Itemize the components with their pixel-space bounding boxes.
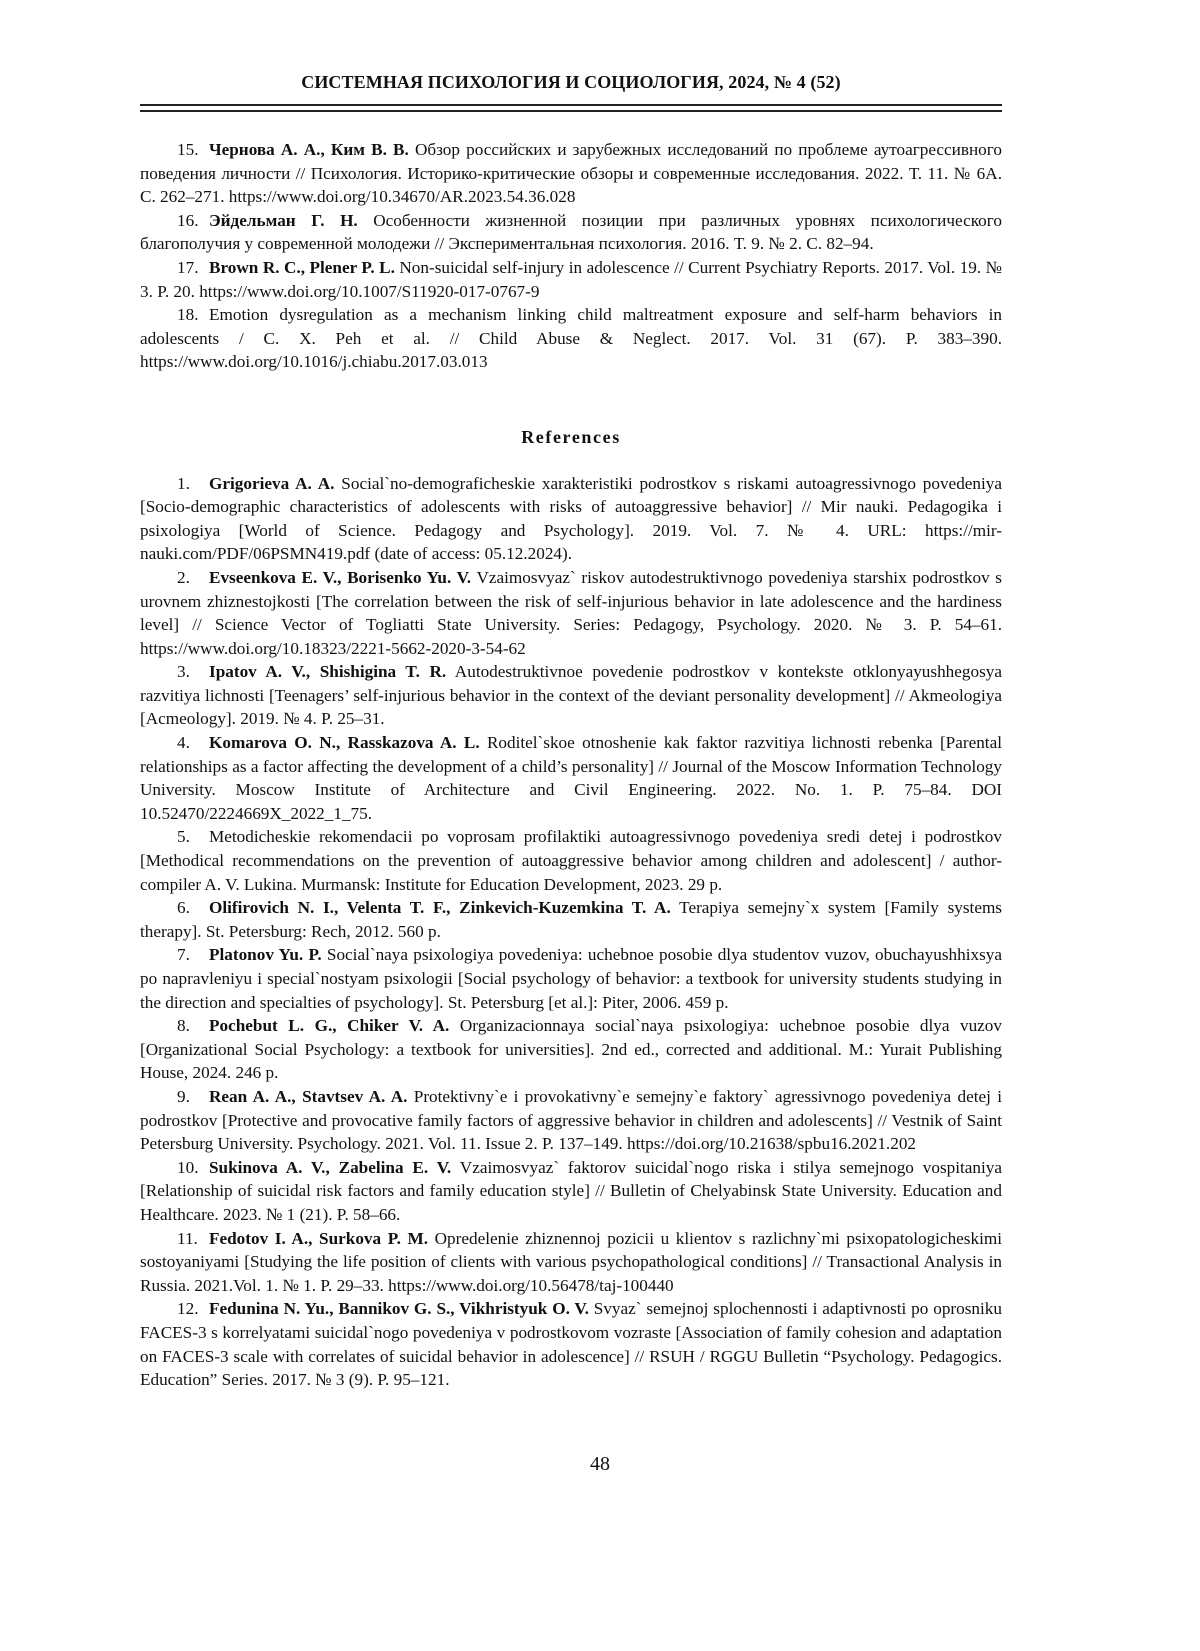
reference-text: Vzaimosvyaz` riskov autodestruktivnogo povedeniya starshix podrostkov s urovnem zhiznestojkosti [The correlation between the risk of self-injurious behavior in late ado­lescence and the hardiness level] // Science Vector of Togliatti State University. Series: Pedagogy, Psychology. 2020. № 3. P. 54–61. https://www.doi.org/10.18323/2221-5662-2020-3-54-62 xyxy=(140,568,1002,658)
russian-reference-list xyxy=(140,138,1002,374)
reference-authors: Rean A. A., Stavtsev A. A. xyxy=(209,1087,407,1106)
reference-number: 3. xyxy=(177,660,209,684)
page-number: 48 xyxy=(0,1453,1200,1476)
reference-number: 1. xyxy=(177,472,209,496)
reference-entry xyxy=(140,1227,1002,1298)
reference-entry xyxy=(140,256,1002,303)
reference-number: 17. xyxy=(177,256,209,280)
page-content xyxy=(140,138,1002,1392)
reference-text: Vzaimosvyaz` faktorov suicidal`nogo riska i stilya semejnogo vospita­niya [Relationship of suicidal risk factors and family education style] // Bulletin of Chelyabinsk State University. Education and Healthcare. 2023. № 1 (21). P. 58–66. xyxy=(140,1158,1002,1224)
reference-authors: Komarova O. N., Rasskazova A. L. xyxy=(209,733,480,752)
reference-number: 16. xyxy=(177,209,209,233)
reference-number: 18. xyxy=(177,303,209,327)
reference-number: 12. xyxy=(177,1297,209,1321)
reference-authors: Platonov Yu. P. xyxy=(209,945,322,964)
reference-text: Особенности жизненной позиции при различных уровнях психологического благополучия у современной молодежи // Экспериментальная психология. 2016. Т. 9. № 2. С. 82–94. xyxy=(140,211,1002,254)
reference-text: Social`naya psixologiya povedeniya: uchebnoe posobie dlya studentov vuzov, obuchayushhixsya po napravleniyu i special`nostyam psixologii [Social psychology of behavior: a textbook for university students studying in the direction and specialties of psychology]. St. Petersburg [et al.]: Piter, 2006. 459 p. xyxy=(140,945,1002,1011)
reference-text: Social`no-demograficheskie xarakteristiki podrostkov s riskami autoagressivno­go povedeniya [Socio-demographic characteristics of adolescents with risks of autoaggressive behavior] // Mir nauki. Pedagogika i psixologiya [World of Science. Pedagogy and Psychology]. 2019. Vol. 7. № 4. URL: https://mir-nauki.com/PDF/06PSMN419.pdf (date of access: 05.12.2024). xyxy=(140,474,1002,564)
reference-text: Обзор российских и зарубежных исследований по проблеме ауто­агрессивного поведения личности // Психология. Историко-критические обзоры и современные иссле­дования. 2022. Т. 11. № 6А. С. 262–271. https://www.doi.org/10.34670/AR.2023.54.36.028 xyxy=(140,140,1002,206)
reference-entry xyxy=(140,209,1002,256)
reference-authors: Evseenkova E. V., Borisenko Yu. V. xyxy=(209,568,471,587)
reference-entry xyxy=(140,1297,1002,1391)
reference-entry xyxy=(140,472,1002,566)
reference-text: Organizacionnaya social`naya psixologiya: uchebnoe posobie dlya vu­zov [Organizational Social Psychology: a textbook for universities]. 2nd ed., corrected and additional. M.: Yurait Publishing House, 2024. 246 p. xyxy=(140,1016,1002,1082)
reference-entry xyxy=(140,303,1002,374)
reference-entry xyxy=(140,660,1002,731)
journal-header: СИСТЕМНАЯ ПСИХОЛОГИЯ И СОЦИОЛОГИЯ, 2024, № 4 (52) xyxy=(140,72,1002,93)
reference-authors: Grigorieva A. A. xyxy=(209,474,334,493)
reference-number: 15. xyxy=(177,138,209,162)
reference-authors: Fedotov I. A., Surkova P. M. xyxy=(209,1229,428,1248)
reference-text: Roditel`skoe otnoshenie kak faktor razvitiya lichnosti rebenka [Parental relationships as a factor affecting the development of a child’s personality] // Journal of the Moscow Information Technology University. Moscow Institute of Architecture and Civil Engineering. 2022. No. 1. P. 75–84. DOI 10.52470/2224669X_2022_1_75. xyxy=(140,733,1002,823)
reference-entry xyxy=(140,731,1002,825)
reference-number: 8. xyxy=(177,1014,209,1038)
references-list xyxy=(140,472,1002,1392)
reference-entry xyxy=(140,1014,1002,1085)
reference-number: 7. xyxy=(177,943,209,967)
reference-authors: Fedunina N. Yu., Bannikov G. S., Vikhristyuk O. V. xyxy=(209,1299,589,1318)
reference-number: 2. xyxy=(177,566,209,590)
reference-entry xyxy=(140,566,1002,660)
reference-entry xyxy=(140,943,1002,1014)
header-rule xyxy=(140,104,1002,106)
reference-entry xyxy=(140,896,1002,943)
reference-entry xyxy=(140,138,1002,209)
reference-authors: Эйдельман Г. Н. xyxy=(209,211,358,230)
reference-entry xyxy=(140,825,1002,896)
reference-number: 6. xyxy=(177,896,209,920)
reference-entry xyxy=(140,1156,1002,1227)
reference-text: Terapiya semejny`x system [Family systems therapy]. St. Petersburg: Rech, 2012. 560 p. xyxy=(140,898,1002,941)
reference-authors: Pochebut L. G., Chiker V. A. xyxy=(209,1016,449,1035)
reference-authors: Ipatov A. V., Shishigina T. R. xyxy=(209,662,446,681)
reference-authors: Чернова А. А., Ким В. В. xyxy=(209,140,409,159)
reference-text: Protektivny`e i provokativny`e semejny`e faktory` agressivnogo po­vedeniya detej i podrostkov [Protective and provocative family factors of aggressive behavior in children and adolescents] // Vestnik of Saint Petersburg University. Psychology. 2021. Vol. 11. Issue 2. P. 137–149. https://doi.org/10.21638/spbu16.2021.202 xyxy=(140,1087,1002,1153)
reference-number: 5. xyxy=(177,825,209,849)
reference-text: Opredelenie zhiznennoj pozicii u klientov s razlichny`mi psixopatolo­gicheskimi sostoyaniyami [Studying the life position of clients with various psychopathological conditions] // Transactional Analysis in Russia. 2021.Vol. 1. № 1. P. 29–33. https://www.doi.org/10.56478/taj-100440 xyxy=(140,1229,1002,1295)
reference-entry xyxy=(140,1085,1002,1156)
reference-text: Metodicheskie rekomendacii po voprosam profilaktiki autoagressivnogo povedeniya sredi detej i podrostkov [Methodical recommendations on the prevention of autoaggressive behavior among children and adolescent] / author-compiler A. V. Lukina. Murmansk: Institute for Education Development, 2023. 29 p. xyxy=(140,827,1002,893)
reference-text: Emotion dysregulation as a mechanism linking child maltreatment exposure and self-harm behaviors in adolescents / C. X. Peh et al. // Child Abuse & Neglect. 2017. Vol. 31 (67). P. 383–390. https://www.doi.org/10.1016/j.chiabu.2017.03.013 xyxy=(140,305,1002,371)
header-rule xyxy=(140,110,1002,112)
reference-authors: Olifirovich N. I., Velenta T. F., Zinkevich-Kuzemkina T. A. xyxy=(209,898,671,917)
reference-authors: Brown R. C., Plener P. L. xyxy=(209,258,395,277)
reference-text: Svyaz` semejnoj splochennosti i adaptivnosti po oprosniku FACES-3 s korrelyatami suicidal`nogo povedeniya v podrostkovom vozraste [Association of fami­ly cohesion and adaptation on FACES-3 scale with correlates of suicidal behavior in adolescence] // RSUH / RGGU Bulletin “Psychology. Pedagogics. Education” Series. 2017. № 3 (9). P. 95–121. xyxy=(140,1299,1002,1389)
reference-number: 9. xyxy=(177,1085,209,1109)
references-heading: References xyxy=(140,426,1002,450)
reference-text: Non-suicidal self-injury in adolescence // Current Psychiatry Reports. 2017. Vol. 19. № 3. P. 20. https://www.doi.org/10.1007/S11920-017-0767-9 xyxy=(140,258,1002,301)
reference-text: Autodestruktivnoe povedenie podrostkov v kontekste otklonyayu­shhegosya razvitiya lichnosti [Teenagers’ self-injurious behavior in the context of the deviant personality development] // Akmeologiya [Acmeology]. 2019. № 4. P. 25–31. xyxy=(140,662,1002,728)
reference-number: 11. xyxy=(177,1227,209,1251)
reference-number: 10. xyxy=(177,1156,209,1180)
reference-number: 4. xyxy=(177,731,209,755)
reference-authors: Sukinova A. V., Zabelina E. V. xyxy=(209,1158,451,1177)
